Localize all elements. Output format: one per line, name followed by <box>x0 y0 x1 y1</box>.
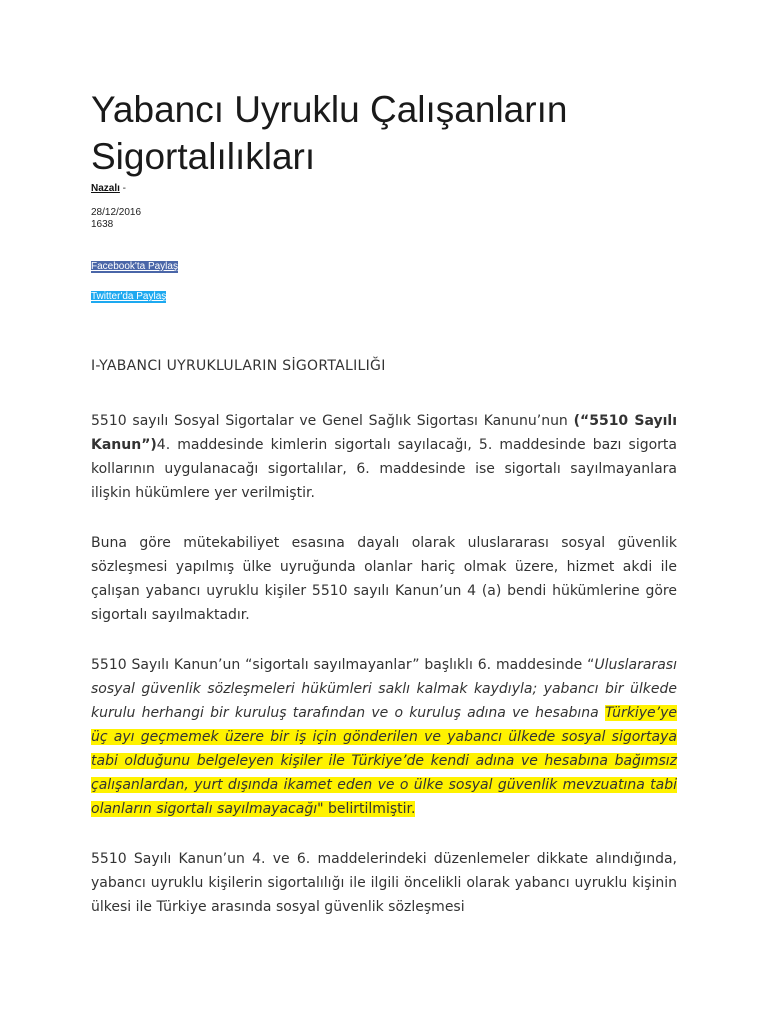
highlighted-quote-text: Türkiye’ye üç ayı geçmemek üzere bir iş için gönderilen ve yabancı ülkede sosyal sigortaya tabi olduğunu belgeleyen kişiler ile Türkiye’de kendi adına ve hesabına bağımsız çalışanlardan, yurt dışında ikamet eden ve o ülke sosyal güvenlik mevzuatına tabi olanların sigortalı sayılmayacağı" <box>91 705 677 817</box>
article-body <box>91 354 677 945</box>
highlighted-quote <box>91 705 677 817</box>
paragraph-2: Buna göre mütekabiliyet esasına dayalı olarak uluslararası sosyal güvenlik sözleşmesi yapılmış ülke uyruğunda olanlar hariç olmak üzere, hizmet akdi ile çalışan yabancı uyruklu kişiler 5510 sayılı Kanun’un 4 (a) bendi hükümlerine göre sigortalı sayılmaktadır. <box>91 535 677 623</box>
paragraph-1 <box>91 409 677 505</box>
paragraph-1-text-c: 4. maddesinde kimlerin sigortalı sayılacağı, 5. maddesinde bazı sigorta kollarının uygulanacağı sigortalılar, 6. maddesinde ise sigortalı sayılmayanlara ilişkin hükümlere yer verilmiştir. <box>91 437 677 501</box>
paragraph-3-text-a: 5510 Sayılı Kanun’un “sigortalı sayılmayanlar” başlıklı 6. maddesinde “ <box>91 657 595 673</box>
paragraph-3-quote: Uluslararası sosyal güvenlik sözleşmeleri hükümleri saklı kalmak kaydıyla; yabancı bir ülkede kurulu herhangi bir kuruluş tarafından ve o kuruluş adına ve hesabına <box>91 657 677 721</box>
law-abbreviation: (“5510 Sayılı Kanun”) <box>91 413 678 453</box>
author-row <box>91 183 126 195</box>
paragraph-4: 5510 Sayılı Kanun’un 4. ve 6. maddelerindeki düzenlemeler dikkate alındığında, yabancı uyruklu kişilerin sigortalılığı ile ilgili öncelikli olarak yabancı uyruklu kişinin ülkesi ile Türkiye arasında sosyal güvenlik sözleşmesi <box>91 851 677 915</box>
publish-date: 28/12/2016 <box>91 207 142 218</box>
author-separator: - <box>119 183 127 194</box>
paragraph-3 <box>91 653 677 821</box>
view-count: 1638 <box>91 219 114 230</box>
paragraph-1-text-a: 5510 sayılı Sosyal Sigortalar ve Genel Sağlık Sigortası Kanunu’nun <box>91 413 574 429</box>
paragraph-3-text-d: belirtilmiştir. <box>323 801 416 817</box>
author-link[interactable]: Nazalı <box>91 183 120 194</box>
section-heading: I-YABANCI UYRUKLULARIN SİGORTALILIĞI <box>91 358 386 374</box>
twitter-share-button[interactable]: Twitter'da Paylaş <box>91 291 167 302</box>
facebook-share-button[interactable]: Facebook'ta Paylaş <box>91 261 178 272</box>
article-title: Yabancı Uyruklu Çalışanların Sigortalılıkları <box>91 89 568 177</box>
